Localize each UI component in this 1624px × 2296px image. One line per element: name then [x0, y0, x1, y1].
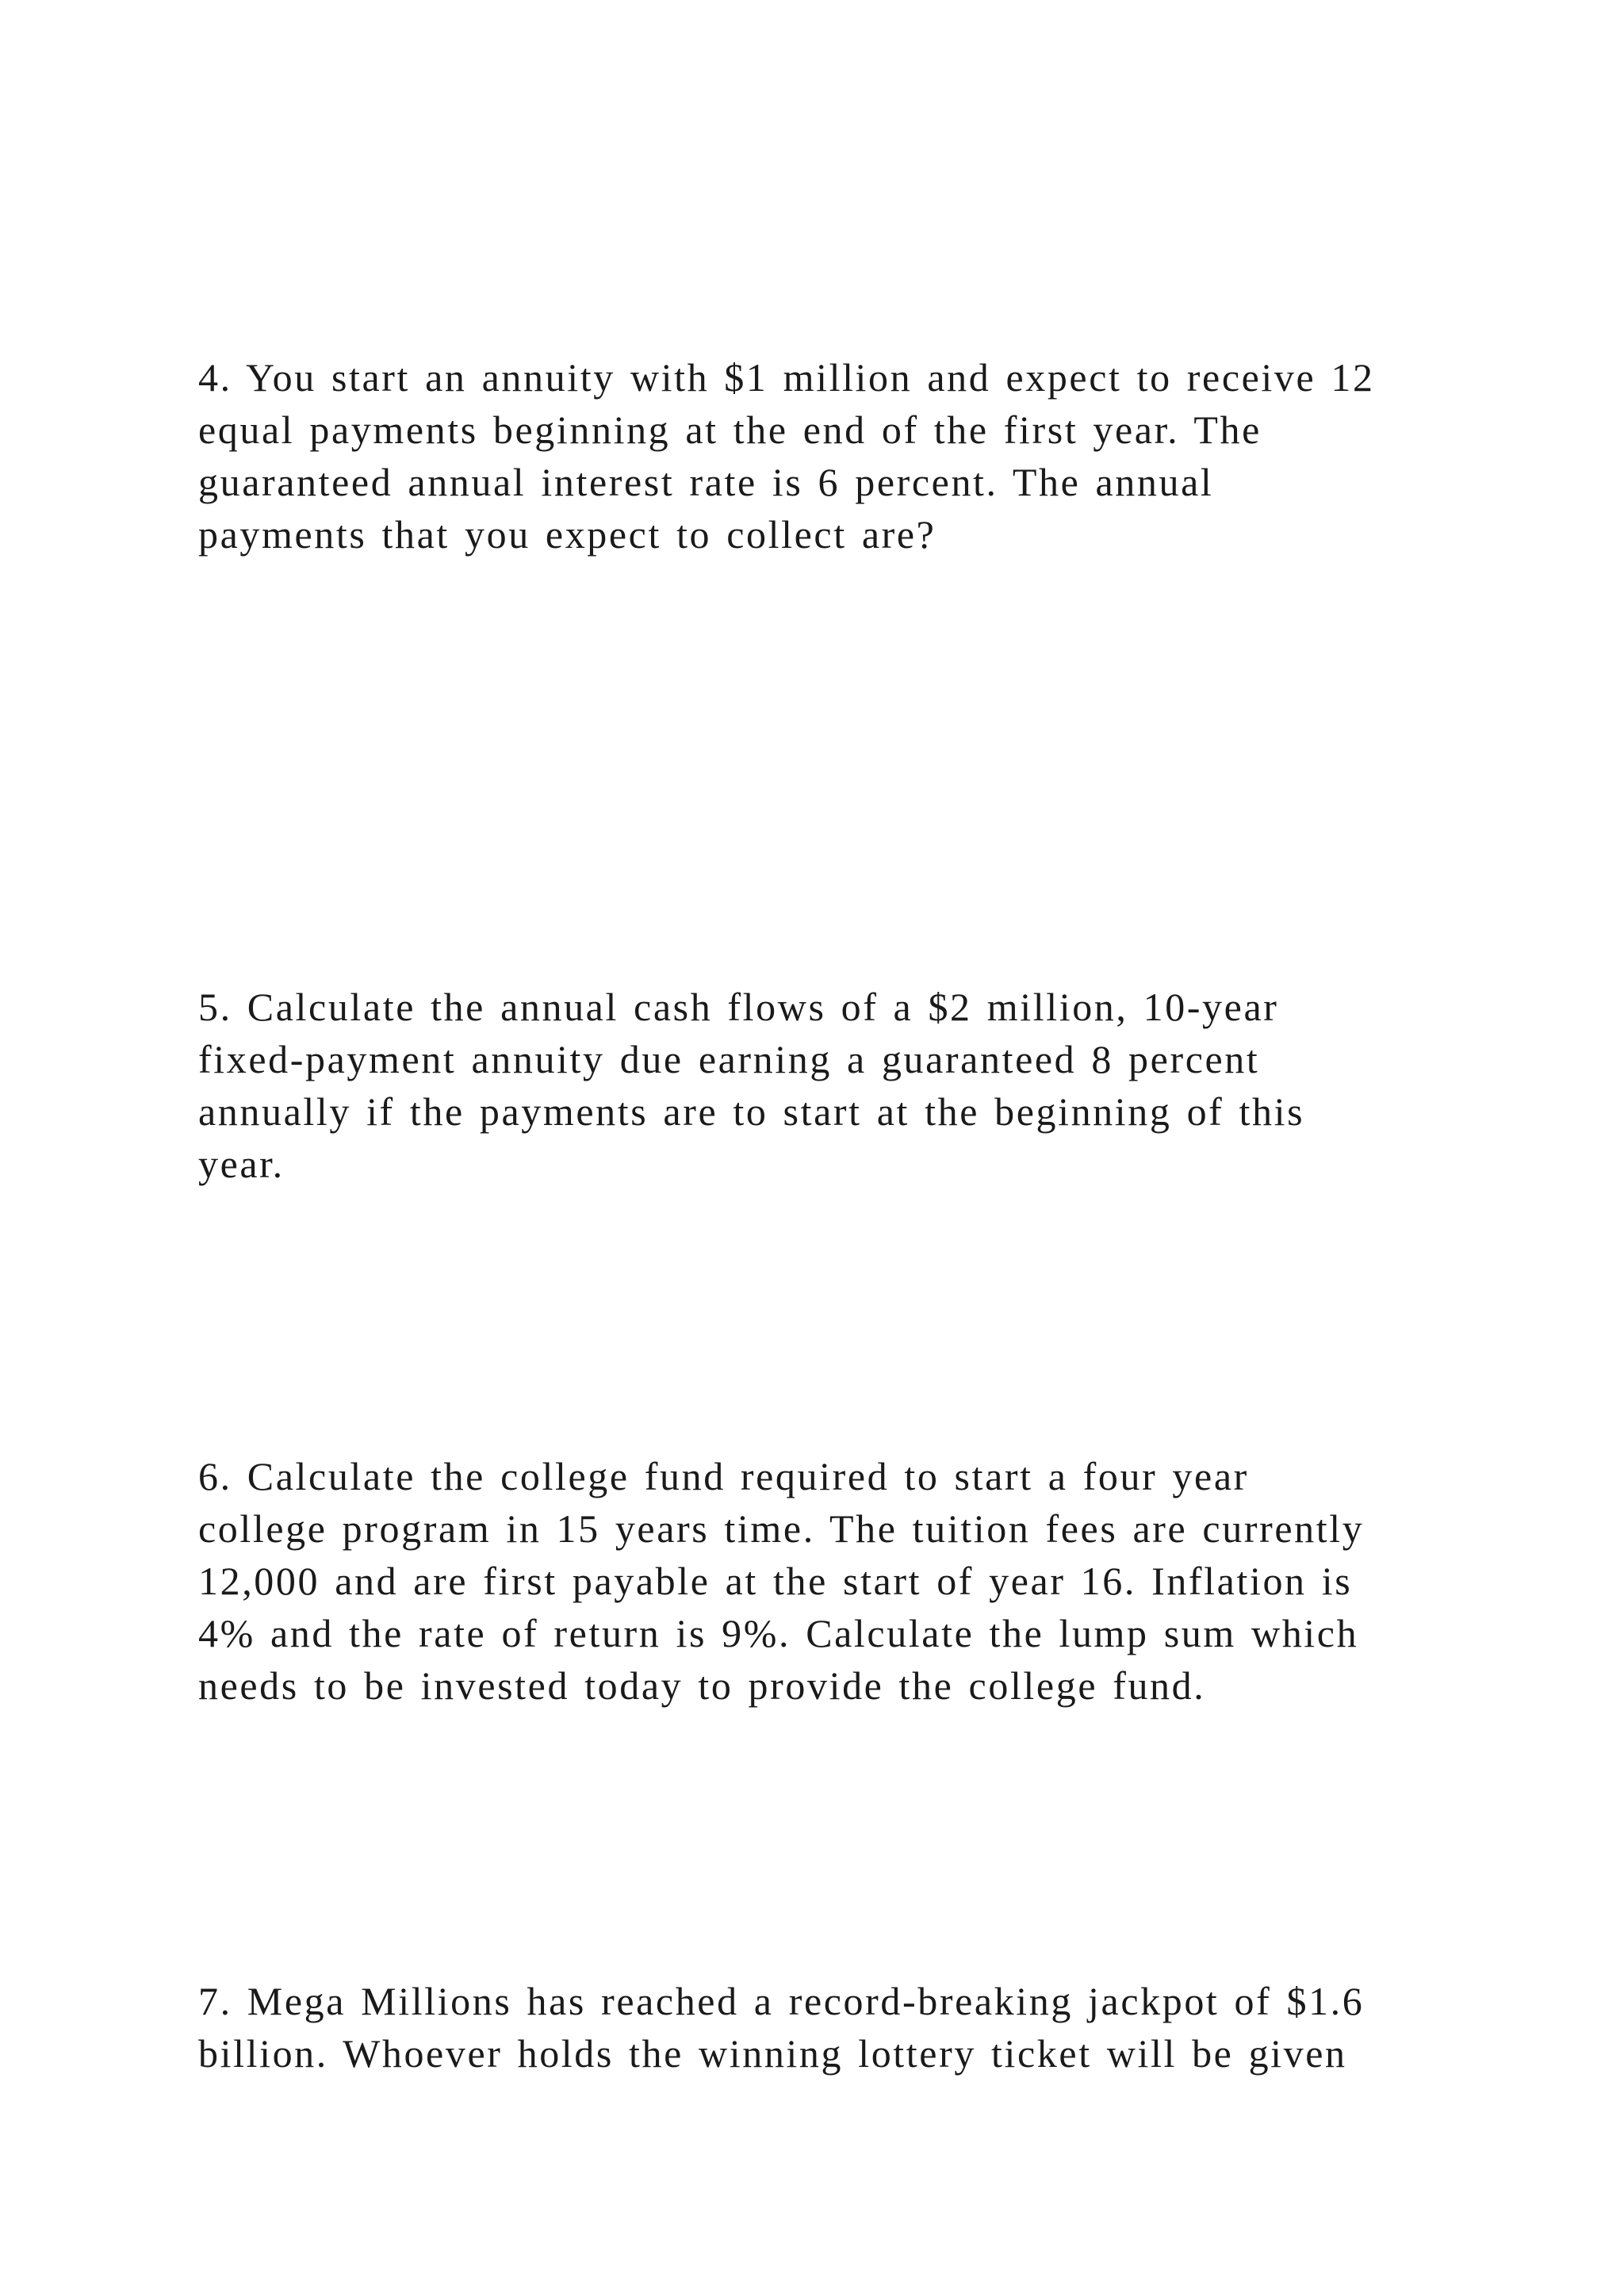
question-line: year. [198, 1142, 285, 1186]
question-line: payments that you expect to collect are? [198, 512, 936, 557]
question-line: equal payments beginning at the end of the first year. The [198, 408, 1262, 452]
question-line: 5. Calculate the annual cash flows of a $2 million, 10-year [198, 985, 1279, 1029]
question-line: needs to be invested today to provide the college fund. [198, 1663, 1206, 1708]
question-6 [198, 1450, 1435, 1712]
question-line: 6. Calculate the college fund required to start a four year [198, 1454, 1249, 1498]
question-5 [198, 981, 1435, 1190]
question-line: college program in 15 years time. The tuition fees are currently [198, 1506, 1365, 1551]
question-line: 4. You start an annuity with $1 million and expect to receive 12 [198, 355, 1375, 400]
question-line: guaranteed annual interest rate is 6 percent. The annual [198, 460, 1214, 504]
question-line: 12,000 and are first payable at the start of year 16. Inflation is [198, 1559, 1353, 1603]
question-line: billion. Whoever holds the winning lottery ticket will be given [198, 2031, 1347, 2076]
question-line: 4% and the rate of return is 9%. Calculate the lump sum which [198, 1611, 1359, 1655]
question-7 [198, 1975, 1435, 2080]
question-4 [198, 351, 1435, 561]
question-line: annually if the payments are to start at the beginning of this [198, 1089, 1305, 1134]
question-line: 7. Mega Millions has reached a record-breaking jackpot of $1.6 [198, 1979, 1365, 2023]
question-line: fixed-payment annuity due earning a guaranteed 8 percent [198, 1037, 1260, 1081]
